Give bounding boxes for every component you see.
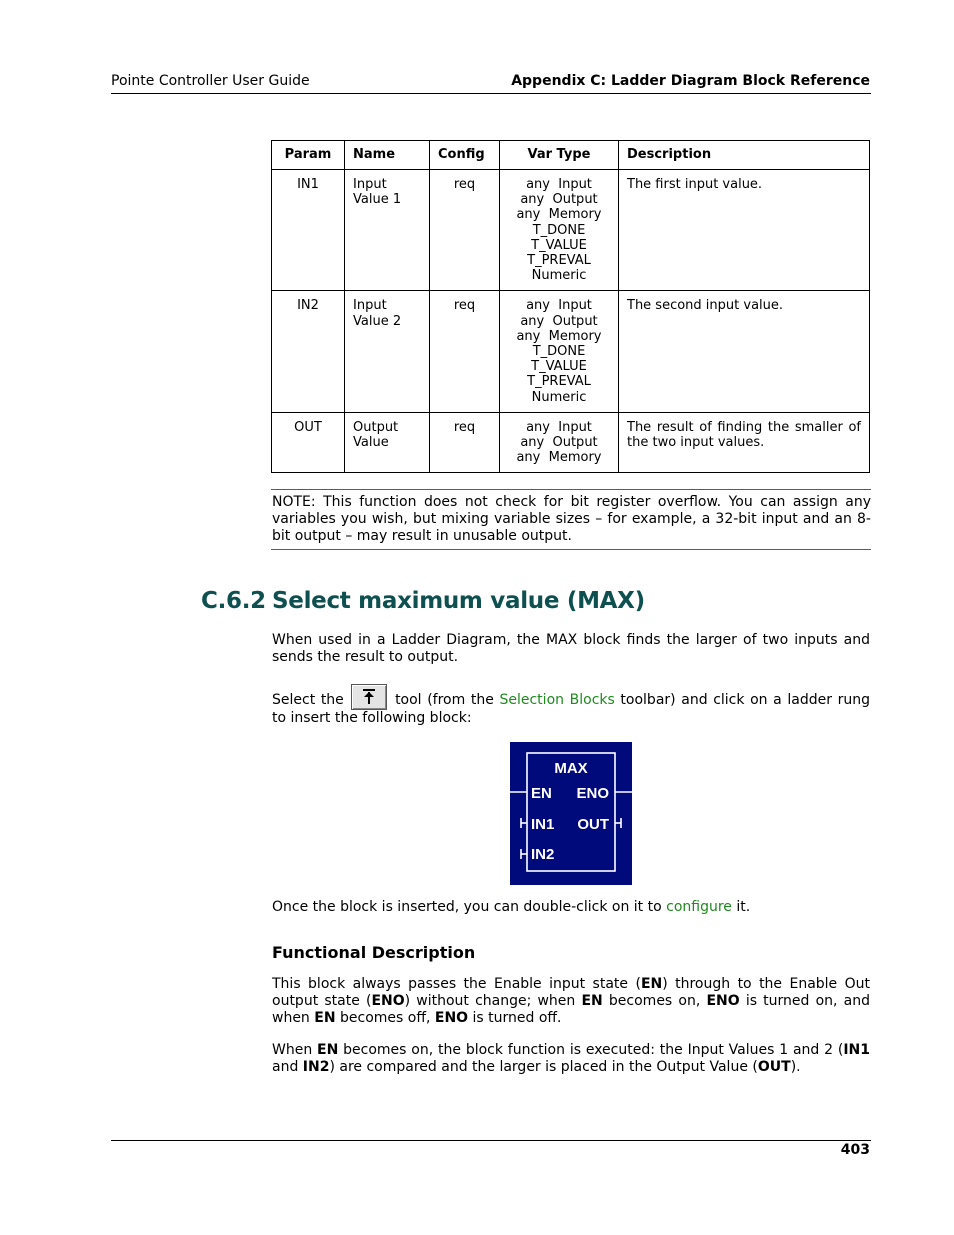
functional-description-heading: Functional Description (272, 943, 476, 962)
var-type-line: Numeric (531, 389, 587, 405)
var-type-line: T_PREVAL (527, 374, 591, 390)
var-type-line: T_VALUE (531, 359, 587, 375)
functional-paragraph-1 (272, 976, 870, 1027)
var-type-line: any Memory (516, 328, 602, 344)
cell-param: IN2 (272, 291, 345, 412)
cell-name (345, 291, 430, 412)
block-label-in2: IN2 (531, 846, 555, 863)
name-line: Input (353, 177, 387, 192)
text-run: becomes off, (335, 1010, 435, 1026)
page-number: 403 (840, 1142, 870, 1158)
var-type-line: T_PREVAL (527, 253, 591, 269)
text-run: When (272, 1042, 318, 1058)
text-run: ) are compared and the larger is placed in the Output Value ( (329, 1059, 758, 1075)
cell-param: OUT (272, 412, 345, 473)
cell-var-type (500, 291, 619, 412)
bold-term: EN (640, 976, 663, 992)
column-header-param: Param (272, 141, 345, 170)
table-row (272, 412, 870, 473)
configure-text-after: it. (731, 899, 751, 915)
table-row (272, 291, 870, 412)
var-type-line: any Input (526, 419, 592, 435)
name-line: Value 2 (353, 313, 402, 329)
section-number: C.6.2 (201, 588, 266, 614)
block-label-eno: ENO (576, 785, 609, 802)
text-run: ) without change; when (404, 993, 582, 1009)
bold-term: OUT (757, 1059, 791, 1075)
var-type-line: any Memory (516, 207, 602, 223)
name-line: Value 1 (353, 192, 402, 208)
bold-term: IN1 (843, 1042, 871, 1058)
cell-description: The second input value. (619, 291, 870, 412)
var-type-line: any Input (526, 298, 592, 314)
block-title: MAX (554, 760, 588, 777)
section-heading (201, 588, 645, 614)
text-run: is turned on, and when (272, 993, 870, 1026)
select-tool-paragraph (272, 684, 870, 727)
column-header-name: Name (345, 141, 430, 170)
var-type-line: any Output (520, 192, 598, 208)
table-row (272, 170, 870, 291)
intro-paragraph: When used in a Ladder Diagram, the MAX block finds the larger of two inputs and sends the result to output. (272, 632, 870, 665)
column-header-var-type: Var Type (500, 141, 619, 170)
max-block-figure (510, 742, 632, 885)
block-label-en: EN (531, 785, 552, 802)
select-text-middle: tool (from the (389, 692, 500, 708)
var-type-line: any Output (520, 313, 598, 329)
configure-text-before: Once the block is inserted, you can double-click on it to (272, 899, 667, 915)
cell-param: IN1 (272, 170, 345, 291)
selection-blocks-link[interactable]: Selection Blocks (499, 692, 615, 708)
bold-term: ENO (706, 993, 740, 1009)
page-header-left: Pointe Controller User Guide (111, 73, 310, 89)
var-type-line: T_DONE (532, 222, 586, 238)
text-run: becomes on, the block function is executed: the Input Values 1 and 2 ( (338, 1042, 844, 1058)
bold-term: ENO (371, 993, 405, 1009)
select-text-before: Select the (272, 692, 344, 708)
page-header-right: Appendix C: Ladder Diagram Block Reference (511, 73, 870, 89)
parameter-table (271, 140, 870, 473)
cell-config: req (430, 170, 500, 291)
bold-term: EN (317, 1042, 339, 1058)
block-label-out: OUT (577, 816, 609, 833)
text-run: is turned off. (468, 1010, 562, 1026)
var-type-line: any Memory (516, 450, 602, 466)
text-run: This block always passes the Enable input state ( (272, 976, 641, 992)
column-header-config: Config (430, 141, 500, 170)
var-type-line: Numeric (531, 268, 587, 284)
insert-block-tool-icon[interactable] (351, 684, 387, 710)
bold-term: EN (581, 993, 603, 1009)
configure-link[interactable]: configure (666, 899, 732, 915)
name-line: Value (353, 435, 389, 451)
var-type-line: any Output (520, 435, 598, 451)
text-run: becomes on, (602, 993, 707, 1009)
table-header-row (272, 141, 870, 170)
note-box: NOTE: This function does not check for bit register overflow. You can assign any variables you wish, but mixing variable sizes – for example, a 32-bit input and an 8-bit output – may result in unusable output. (271, 489, 871, 550)
block-label-in1: IN1 (531, 816, 555, 833)
section-title: Select maximum value (MAX) (272, 588, 645, 614)
text-run: ). (790, 1059, 801, 1075)
bold-term: IN2 (302, 1059, 330, 1075)
header-rule (111, 93, 871, 94)
text-run: ) through to the Enable Out output state ( (272, 976, 870, 1009)
footer-rule (111, 1140, 871, 1141)
bold-term: ENO (434, 1010, 469, 1026)
configure-paragraph (272, 899, 870, 916)
var-type-line: T_VALUE (531, 237, 587, 253)
cell-description: The result of finding the smaller of the two input values. (619, 412, 870, 473)
cell-var-type (500, 170, 619, 291)
var-type-line: T_DONE (532, 344, 586, 360)
select-text-after: toolbar) and click on a ladder rung to insert the following block: (272, 692, 871, 726)
functional-paragraph-2 (272, 1042, 870, 1076)
var-type-line: any Input (526, 177, 592, 192)
cell-config: req (430, 291, 500, 412)
column-header-description: Description (619, 141, 870, 170)
name-line: Output (353, 419, 399, 435)
cell-name (345, 170, 430, 291)
cell-var-type (500, 412, 619, 473)
text-run: and (272, 1059, 303, 1075)
cell-config: req (430, 412, 500, 473)
cell-name (345, 412, 430, 473)
bold-term: EN (314, 1010, 336, 1026)
cell-description: The first input value. (619, 170, 870, 291)
name-line: Input (353, 298, 387, 314)
